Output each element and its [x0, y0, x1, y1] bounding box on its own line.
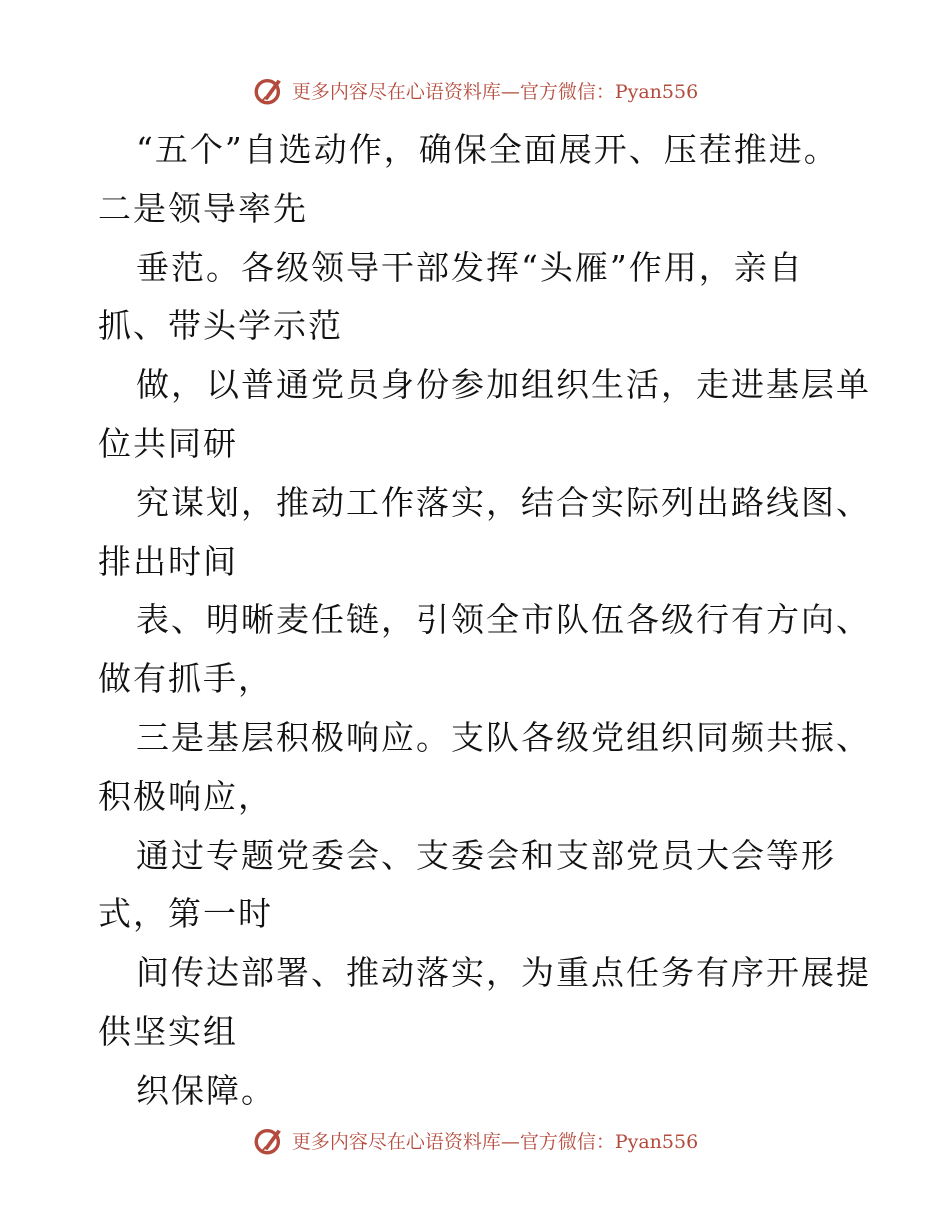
text-line: 做有抓手， [98, 659, 273, 699]
text-line: “五个”自选动作，确保全面展开、压茬推进。 [136, 130, 839, 169]
text-line: 位共同研 [98, 423, 238, 463]
text-line: 三是基层积极响应。支队各级党组织同频共振、 [136, 717, 871, 757]
text-line: 抓、带头学示范 [98, 306, 343, 346]
text-line: 式，第一时 [98, 894, 273, 934]
text-line: 做，以普通党员身份参加组织生活，走进基层单 [136, 365, 871, 405]
text-line: 供坚实组 [98, 1011, 238, 1051]
text-line: 垂范。各级领导干部发挥“头雁”作用，亲自 [136, 247, 804, 287]
quill-pen-circle-icon [252, 1123, 286, 1157]
quill-pen-circle-icon [252, 73, 286, 107]
footer-watermark [0, 1120, 950, 1160]
document-body [98, 121, 918, 1121]
text-line: 间传达部署、推动落实，为重点任务有序开展提 [136, 953, 871, 993]
watermark-text: 更多内容尽在心语资料库—官方微信：Pyan556 [291, 80, 699, 103]
text-line: 究谋划，推动工作落实，结合实际列出路线图、 [136, 482, 871, 522]
text-line: 通过专题党委会、支委会和支部党员大会等形 [136, 835, 836, 875]
text-line: 二是领导率先 [98, 188, 308, 228]
header-watermark [0, 70, 950, 110]
text-line: 表、明晰麦任链，引领全市队伍各级行有方向、 [136, 600, 871, 640]
text-line: 织保障。 [136, 1070, 276, 1110]
watermark-text: 更多内容尽在心语资料库—官方微信：Pyan556 [291, 1130, 699, 1153]
text-line: 排出时间 [98, 541, 238, 581]
text-line: 积极响应， [98, 776, 273, 816]
